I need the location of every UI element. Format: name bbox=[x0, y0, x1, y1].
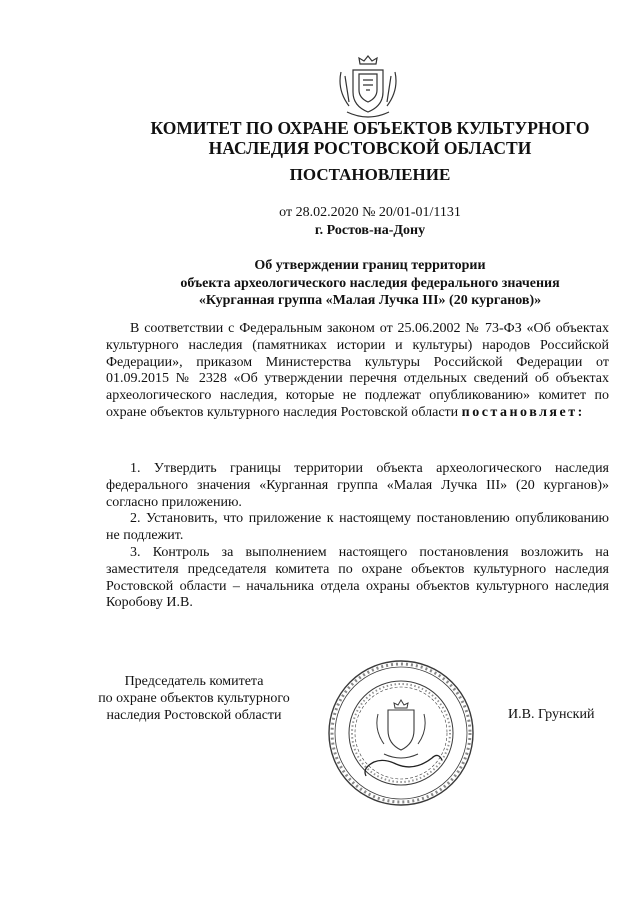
document-type: ПОСТАНОВЛЕНИЕ bbox=[289, 165, 451, 184]
signer-title bbox=[74, 673, 314, 724]
subject-line-2: объекта археологического наследия федерального значения bbox=[180, 275, 560, 291]
decree-item-1: 1. Утвердить границы территории объекта археологического наследия федерального значения «Курганная группа «Малая Лучка III» (20 курганов)» согласно приложению. bbox=[106, 461, 609, 510]
decree-item-3: 3. Контроль за выполнением настоящего постановления возложить на заместителя председателя комитета по охране объектов культурного наследия Ростовской области – начальника отдела охраны объектов культурного наследия Коробову И.В. bbox=[106, 544, 609, 611]
signer-title-line-1: Председатель комитета bbox=[124, 674, 264, 689]
signer-title-line-3: наследия Ростовской области bbox=[106, 708, 282, 723]
org-name-line-1: КОМИТЕТ ПО ОХРАНЕ ОБЪЕКТОВ КУЛЬТУРНОГО bbox=[150, 118, 590, 138]
document-date-number: от 28.02.2020 № 20/01-01/1131 bbox=[279, 205, 461, 220]
subject-line-3: «Курганная группа «Малая Лучка III» (20 курганов)» bbox=[198, 293, 542, 308]
preamble-text: В соответствии с Федеральным законом от 25.06.2002 № 73-ФЗ «Об объектах культурного наследия (памятниках истории и культуры) народов Российской Федерации», приказом Министерства культуры Российской Федерации от 01.09.2015 № 2328 «Об утверждении перечня отдельных сведений об объектах археологического наследия, которые не подлежат опубликованию» комитет по охране объектов культурного наследия Ростовской области bbox=[106, 321, 609, 420]
document-subject bbox=[100, 257, 640, 310]
org-name-line-2: НАСЛЕДИЯ РОСТОВСКОЙ ОБЛАСТИ bbox=[208, 138, 532, 158]
document-city: г. Ростов-на-Дону bbox=[314, 223, 426, 238]
decree-word: постановляет: bbox=[461, 404, 585, 420]
decree-item-2: 2. Установить, что приложение к настоящему постановлению опубликованию не подлежит. bbox=[106, 511, 609, 544]
official-seal-icon bbox=[326, 658, 476, 808]
organization-name bbox=[100, 118, 640, 158]
coat-of-arms-icon bbox=[333, 52, 403, 122]
decree-items bbox=[106, 461, 609, 612]
signer-title-line-2: по охране объектов культурного bbox=[98, 691, 290, 706]
signer-name: И.В. Грунский bbox=[508, 707, 595, 722]
subject-line-1: Об утверждении границ территории bbox=[254, 258, 486, 273]
preamble-paragraph bbox=[106, 321, 609, 422]
